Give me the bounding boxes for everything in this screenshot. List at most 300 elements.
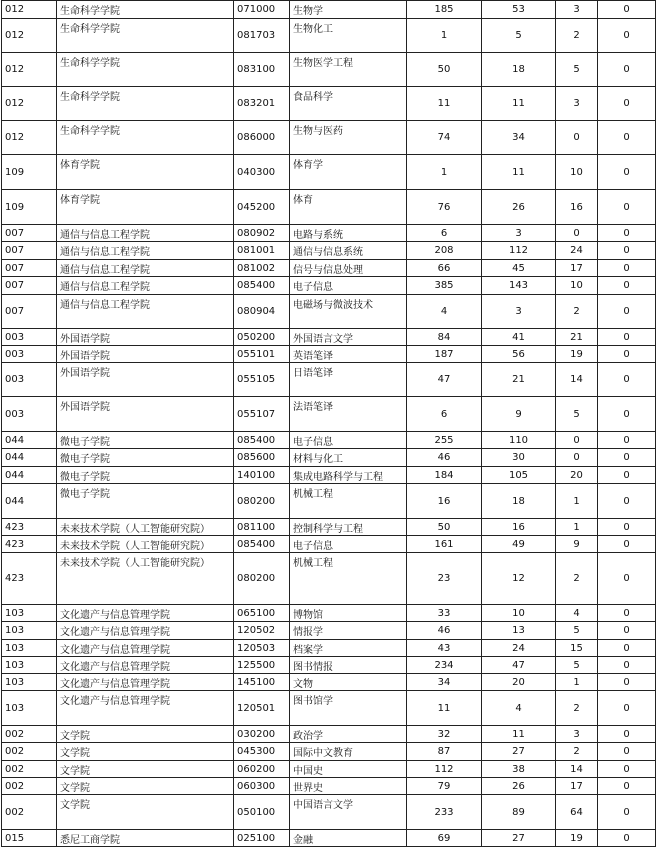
count-1-cell: 32 bbox=[407, 726, 482, 743]
table-row bbox=[2, 155, 656, 190]
college-name-cell: 微电子学院 bbox=[57, 432, 234, 449]
major-code-cell: 055105 bbox=[234, 363, 290, 397]
count-3-cell: 10 bbox=[556, 155, 598, 190]
major-code-cell: 083100 bbox=[234, 53, 290, 87]
college-code-cell: 007 bbox=[2, 295, 57, 329]
count-4-cell: 0 bbox=[598, 432, 656, 449]
table-row bbox=[2, 605, 656, 622]
count-2-cell: 11 bbox=[482, 87, 556, 121]
college-name-cell: 文学院 bbox=[57, 778, 234, 795]
count-2-cell: 16 bbox=[482, 519, 556, 536]
count-3-cell: 17 bbox=[556, 778, 598, 795]
college-code-cell: 012 bbox=[2, 87, 57, 121]
count-1-cell: 112 bbox=[407, 761, 482, 778]
college-code-cell: 002 bbox=[2, 743, 57, 761]
count-3-cell: 5 bbox=[556, 53, 598, 87]
table-row bbox=[2, 519, 656, 536]
major-name-cell: 中国语言文学 bbox=[290, 795, 407, 830]
college-code-cell: 012 bbox=[2, 121, 57, 155]
college-name-cell: 生命科学学院 bbox=[57, 1, 234, 19]
college-code-cell: 044 bbox=[2, 484, 57, 519]
college-name-cell: 文学院 bbox=[57, 743, 234, 761]
count-2-cell: 56 bbox=[482, 346, 556, 363]
major-code-cell: 080902 bbox=[234, 225, 290, 242]
major-code-cell: 065100 bbox=[234, 605, 290, 622]
college-name-cell: 文化遗产与信息管理学院 bbox=[57, 657, 234, 674]
college-name-cell: 体育学院 bbox=[57, 190, 234, 225]
count-3-cell: 2 bbox=[556, 553, 598, 605]
major-code-cell: 085400 bbox=[234, 432, 290, 449]
major-name-cell: 生物医学工程 bbox=[290, 53, 407, 87]
college-name-cell: 文化遗产与信息管理学院 bbox=[57, 674, 234, 691]
college-code-cell: 103 bbox=[2, 691, 57, 726]
college-name-cell: 外国语学院 bbox=[57, 329, 234, 346]
college-name-cell: 文学院 bbox=[57, 761, 234, 778]
college-name-cell: 通信与信息工程学院 bbox=[57, 225, 234, 242]
count-4-cell: 0 bbox=[598, 346, 656, 363]
major-name-cell: 电子信息 bbox=[290, 536, 407, 553]
count-4-cell: 0 bbox=[598, 761, 656, 778]
count-2-cell: 18 bbox=[482, 53, 556, 87]
count-2-cell: 34 bbox=[482, 121, 556, 155]
count-4-cell: 0 bbox=[598, 691, 656, 726]
count-2-cell: 110 bbox=[482, 432, 556, 449]
table-row bbox=[2, 553, 656, 605]
table-row bbox=[2, 726, 656, 743]
major-name-cell: 体育学 bbox=[290, 155, 407, 190]
table-row bbox=[2, 19, 656, 53]
college-code-cell: 003 bbox=[2, 397, 57, 432]
count-1-cell: 6 bbox=[407, 397, 482, 432]
table-row bbox=[2, 674, 656, 691]
table-row bbox=[2, 363, 656, 397]
major-name-cell: 集成电路科学与工程 bbox=[290, 467, 407, 484]
count-4-cell: 0 bbox=[598, 795, 656, 830]
count-2-cell: 38 bbox=[482, 761, 556, 778]
major-code-cell: 083201 bbox=[234, 87, 290, 121]
table-row bbox=[2, 484, 656, 519]
college-name-cell: 生命科学学院 bbox=[57, 87, 234, 121]
count-3-cell: 9 bbox=[556, 536, 598, 553]
count-3-cell: 16 bbox=[556, 190, 598, 225]
count-3-cell: 14 bbox=[556, 761, 598, 778]
count-4-cell: 0 bbox=[598, 363, 656, 397]
table-row bbox=[2, 761, 656, 778]
table-row bbox=[2, 329, 656, 346]
table-row bbox=[2, 467, 656, 484]
table-row bbox=[2, 778, 656, 795]
major-code-cell: 085400 bbox=[234, 536, 290, 553]
count-4-cell: 0 bbox=[598, 726, 656, 743]
major-name-cell: 国际中文教育 bbox=[290, 743, 407, 761]
table-row bbox=[2, 432, 656, 449]
college-name-cell: 生命科学学院 bbox=[57, 19, 234, 53]
count-1-cell: 46 bbox=[407, 622, 482, 640]
count-3-cell: 4 bbox=[556, 605, 598, 622]
count-3-cell: 64 bbox=[556, 795, 598, 830]
count-4-cell: 0 bbox=[598, 260, 656, 277]
table-row bbox=[2, 795, 656, 830]
count-2-cell: 26 bbox=[482, 190, 556, 225]
count-1-cell: 385 bbox=[407, 277, 482, 295]
table-row bbox=[2, 691, 656, 726]
major-name-cell: 体育 bbox=[290, 190, 407, 225]
count-2-cell: 47 bbox=[482, 657, 556, 674]
major-name-cell: 世界史 bbox=[290, 778, 407, 795]
count-4-cell: 0 bbox=[598, 19, 656, 53]
count-3-cell: 1 bbox=[556, 519, 598, 536]
count-4-cell: 0 bbox=[598, 519, 656, 536]
major-code-cell: 125500 bbox=[234, 657, 290, 674]
major-code-cell: 080200 bbox=[234, 484, 290, 519]
college-code-cell: 015 bbox=[2, 830, 57, 847]
count-2-cell: 27 bbox=[482, 743, 556, 761]
major-name-cell: 文物 bbox=[290, 674, 407, 691]
major-code-cell: 040300 bbox=[234, 155, 290, 190]
college-name-cell: 文化遗产与信息管理学院 bbox=[57, 691, 234, 726]
table-row bbox=[2, 397, 656, 432]
table-row bbox=[2, 190, 656, 225]
table-row bbox=[2, 346, 656, 363]
count-1-cell: 50 bbox=[407, 519, 482, 536]
college-name-cell: 外国语学院 bbox=[57, 363, 234, 397]
count-3-cell: 10 bbox=[556, 277, 598, 295]
count-1-cell: 6 bbox=[407, 225, 482, 242]
college-code-cell: 002 bbox=[2, 761, 57, 778]
college-code-cell: 044 bbox=[2, 432, 57, 449]
college-code-cell: 012 bbox=[2, 19, 57, 53]
count-2-cell: 26 bbox=[482, 778, 556, 795]
count-4-cell: 0 bbox=[598, 295, 656, 329]
college-code-cell: 007 bbox=[2, 225, 57, 242]
major-name-cell: 中国史 bbox=[290, 761, 407, 778]
count-4-cell: 0 bbox=[598, 449, 656, 467]
count-1-cell: 11 bbox=[407, 87, 482, 121]
major-code-cell: 030200 bbox=[234, 726, 290, 743]
college-name-cell: 外国语学院 bbox=[57, 397, 234, 432]
count-2-cell: 45 bbox=[482, 260, 556, 277]
college-name-cell: 生命科学学院 bbox=[57, 121, 234, 155]
count-4-cell: 0 bbox=[598, 121, 656, 155]
major-code-cell: 081002 bbox=[234, 260, 290, 277]
major-name-cell: 外国语言文学 bbox=[290, 329, 407, 346]
major-code-cell: 120502 bbox=[234, 622, 290, 640]
major-name-cell: 情报学 bbox=[290, 622, 407, 640]
count-3-cell: 24 bbox=[556, 242, 598, 260]
college-code-cell: 002 bbox=[2, 726, 57, 743]
count-4-cell: 0 bbox=[598, 640, 656, 657]
major-name-cell: 金融 bbox=[290, 830, 407, 847]
count-4-cell: 0 bbox=[598, 87, 656, 121]
college-name-cell: 文学院 bbox=[57, 726, 234, 743]
count-2-cell: 53 bbox=[482, 1, 556, 19]
count-2-cell: 4 bbox=[482, 691, 556, 726]
college-code-cell: 003 bbox=[2, 363, 57, 397]
college-name-cell: 生命科学学院 bbox=[57, 53, 234, 87]
college-code-cell: 002 bbox=[2, 795, 57, 830]
count-4-cell: 0 bbox=[598, 553, 656, 605]
table-row bbox=[2, 121, 656, 155]
major-code-cell: 081001 bbox=[234, 242, 290, 260]
table-row bbox=[2, 657, 656, 674]
table-row bbox=[2, 242, 656, 260]
college-code-cell: 007 bbox=[2, 242, 57, 260]
count-2-cell: 11 bbox=[482, 726, 556, 743]
count-3-cell: 20 bbox=[556, 467, 598, 484]
college-code-cell: 103 bbox=[2, 640, 57, 657]
count-4-cell: 0 bbox=[598, 674, 656, 691]
major-code-cell: 055101 bbox=[234, 346, 290, 363]
major-code-cell: 081703 bbox=[234, 19, 290, 53]
major-code-cell: 060200 bbox=[234, 761, 290, 778]
count-4-cell: 0 bbox=[598, 467, 656, 484]
table-row bbox=[2, 743, 656, 761]
count-1-cell: 34 bbox=[407, 674, 482, 691]
major-code-cell: 080200 bbox=[234, 553, 290, 605]
major-code-cell: 045200 bbox=[234, 190, 290, 225]
major-name-cell: 机械工程 bbox=[290, 553, 407, 605]
college-name-cell: 微电子学院 bbox=[57, 449, 234, 467]
count-1-cell: 76 bbox=[407, 190, 482, 225]
major-name-cell: 食品科学 bbox=[290, 87, 407, 121]
count-1-cell: 187 bbox=[407, 346, 482, 363]
count-3-cell: 21 bbox=[556, 329, 598, 346]
count-2-cell: 112 bbox=[482, 242, 556, 260]
count-2-cell: 143 bbox=[482, 277, 556, 295]
count-1-cell: 1 bbox=[407, 19, 482, 53]
count-3-cell: 3 bbox=[556, 726, 598, 743]
major-name-cell: 通信与信息系统 bbox=[290, 242, 407, 260]
count-3-cell: 1 bbox=[556, 674, 598, 691]
college-name-cell: 文化遗产与信息管理学院 bbox=[57, 640, 234, 657]
college-code-cell: 003 bbox=[2, 329, 57, 346]
table-row bbox=[2, 830, 656, 847]
college-name-cell: 未来技术学院（人工智能研究院） bbox=[57, 536, 234, 553]
count-4-cell: 0 bbox=[598, 622, 656, 640]
college-name-cell: 未来技术学院（人工智能研究院） bbox=[57, 553, 234, 605]
count-3-cell: 2 bbox=[556, 743, 598, 761]
table-row bbox=[2, 640, 656, 657]
count-3-cell: 14 bbox=[556, 363, 598, 397]
major-name-cell: 日语笔译 bbox=[290, 363, 407, 397]
college-code-cell: 003 bbox=[2, 346, 57, 363]
major-code-cell: 050200 bbox=[234, 329, 290, 346]
count-4-cell: 0 bbox=[598, 155, 656, 190]
major-name-cell: 机械工程 bbox=[290, 484, 407, 519]
major-code-cell: 080904 bbox=[234, 295, 290, 329]
college-code-cell: 103 bbox=[2, 622, 57, 640]
major-code-cell: 025100 bbox=[234, 830, 290, 847]
count-1-cell: 234 bbox=[407, 657, 482, 674]
count-3-cell: 0 bbox=[556, 225, 598, 242]
major-code-cell: 140100 bbox=[234, 467, 290, 484]
table-row bbox=[2, 449, 656, 467]
college-name-cell: 微电子学院 bbox=[57, 484, 234, 519]
table-row bbox=[2, 536, 656, 553]
major-code-cell: 086000 bbox=[234, 121, 290, 155]
major-code-cell: 145100 bbox=[234, 674, 290, 691]
count-1-cell: 161 bbox=[407, 536, 482, 553]
college-name-cell: 文化遗产与信息管理学院 bbox=[57, 605, 234, 622]
college-name-cell: 通信与信息工程学院 bbox=[57, 260, 234, 277]
count-3-cell: 0 bbox=[556, 432, 598, 449]
count-2-cell: 3 bbox=[482, 295, 556, 329]
count-2-cell: 20 bbox=[482, 674, 556, 691]
college-code-cell: 103 bbox=[2, 674, 57, 691]
college-name-cell: 体育学院 bbox=[57, 155, 234, 190]
count-1-cell: 1 bbox=[407, 155, 482, 190]
count-1-cell: 23 bbox=[407, 553, 482, 605]
table-row bbox=[2, 53, 656, 87]
major-name-cell: 英语笔译 bbox=[290, 346, 407, 363]
count-1-cell: 184 bbox=[407, 467, 482, 484]
count-2-cell: 89 bbox=[482, 795, 556, 830]
major-name-cell: 档案学 bbox=[290, 640, 407, 657]
count-3-cell: 19 bbox=[556, 830, 598, 847]
count-3-cell: 0 bbox=[556, 121, 598, 155]
count-2-cell: 105 bbox=[482, 467, 556, 484]
major-code-cell: 055107 bbox=[234, 397, 290, 432]
count-1-cell: 16 bbox=[407, 484, 482, 519]
count-1-cell: 69 bbox=[407, 830, 482, 847]
count-3-cell: 2 bbox=[556, 691, 598, 726]
count-1-cell: 185 bbox=[407, 1, 482, 19]
major-name-cell: 电磁场与微波技术 bbox=[290, 295, 407, 329]
major-name-cell: 控制科学与工程 bbox=[290, 519, 407, 536]
college-name-cell: 通信与信息工程学院 bbox=[57, 295, 234, 329]
major-name-cell: 博物馆 bbox=[290, 605, 407, 622]
count-3-cell: 3 bbox=[556, 1, 598, 19]
table-row bbox=[2, 295, 656, 329]
count-2-cell: 41 bbox=[482, 329, 556, 346]
college-code-cell: 103 bbox=[2, 605, 57, 622]
count-4-cell: 0 bbox=[598, 536, 656, 553]
table-body bbox=[2, 1, 656, 847]
count-1-cell: 84 bbox=[407, 329, 482, 346]
count-4-cell: 0 bbox=[598, 1, 656, 19]
table-row bbox=[2, 87, 656, 121]
count-1-cell: 79 bbox=[407, 778, 482, 795]
count-3-cell: 0 bbox=[556, 449, 598, 467]
major-name-cell: 政治学 bbox=[290, 726, 407, 743]
major-name-cell: 图书馆学 bbox=[290, 691, 407, 726]
count-4-cell: 0 bbox=[598, 743, 656, 761]
count-2-cell: 9 bbox=[482, 397, 556, 432]
admissions-table bbox=[1, 0, 656, 847]
count-1-cell: 233 bbox=[407, 795, 482, 830]
major-code-cell: 071000 bbox=[234, 1, 290, 19]
major-name-cell: 法语笔译 bbox=[290, 397, 407, 432]
count-2-cell: 10 bbox=[482, 605, 556, 622]
count-1-cell: 50 bbox=[407, 53, 482, 87]
count-1-cell: 66 bbox=[407, 260, 482, 277]
college-name-cell: 文学院 bbox=[57, 795, 234, 830]
count-1-cell: 4 bbox=[407, 295, 482, 329]
major-code-cell: 060300 bbox=[234, 778, 290, 795]
count-3-cell: 3 bbox=[556, 87, 598, 121]
count-2-cell: 11 bbox=[482, 155, 556, 190]
college-code-cell: 012 bbox=[2, 1, 57, 19]
major-code-cell: 045300 bbox=[234, 743, 290, 761]
count-3-cell: 5 bbox=[556, 622, 598, 640]
college-code-cell: 423 bbox=[2, 519, 57, 536]
count-2-cell: 21 bbox=[482, 363, 556, 397]
college-code-cell: 044 bbox=[2, 467, 57, 484]
count-2-cell: 49 bbox=[482, 536, 556, 553]
table-row bbox=[2, 622, 656, 640]
count-4-cell: 0 bbox=[598, 329, 656, 346]
count-4-cell: 0 bbox=[598, 605, 656, 622]
table-row bbox=[2, 1, 656, 19]
count-4-cell: 0 bbox=[598, 830, 656, 847]
count-2-cell: 12 bbox=[482, 553, 556, 605]
count-1-cell: 47 bbox=[407, 363, 482, 397]
college-name-cell: 通信与信息工程学院 bbox=[57, 242, 234, 260]
college-name-cell: 悉尼工商学院 bbox=[57, 830, 234, 847]
college-name-cell: 通信与信息工程学院 bbox=[57, 277, 234, 295]
count-4-cell: 0 bbox=[598, 242, 656, 260]
count-1-cell: 43 bbox=[407, 640, 482, 657]
count-1-cell: 46 bbox=[407, 449, 482, 467]
count-3-cell: 19 bbox=[556, 346, 598, 363]
count-4-cell: 0 bbox=[598, 225, 656, 242]
college-code-cell: 423 bbox=[2, 553, 57, 605]
college-code-cell: 007 bbox=[2, 260, 57, 277]
count-2-cell: 13 bbox=[482, 622, 556, 640]
major-name-cell: 信号与信息处理 bbox=[290, 260, 407, 277]
table-row bbox=[2, 277, 656, 295]
major-name-cell: 生物化工 bbox=[290, 19, 407, 53]
major-name-cell: 生物与医药 bbox=[290, 121, 407, 155]
count-1-cell: 11 bbox=[407, 691, 482, 726]
college-code-cell: 044 bbox=[2, 449, 57, 467]
major-name-cell: 电子信息 bbox=[290, 277, 407, 295]
count-2-cell: 5 bbox=[482, 19, 556, 53]
college-code-cell: 423 bbox=[2, 536, 57, 553]
major-name-cell: 材料与化工 bbox=[290, 449, 407, 467]
major-name-cell: 图书情报 bbox=[290, 657, 407, 674]
count-4-cell: 0 bbox=[598, 53, 656, 87]
major-code-cell: 050100 bbox=[234, 795, 290, 830]
college-name-cell: 外国语学院 bbox=[57, 346, 234, 363]
college-code-cell: 103 bbox=[2, 657, 57, 674]
table-row bbox=[2, 225, 656, 242]
table-row bbox=[2, 260, 656, 277]
count-4-cell: 0 bbox=[598, 484, 656, 519]
major-code-cell: 120501 bbox=[234, 691, 290, 726]
major-code-cell: 120503 bbox=[234, 640, 290, 657]
count-2-cell: 24 bbox=[482, 640, 556, 657]
count-1-cell: 208 bbox=[407, 242, 482, 260]
college-code-cell: 109 bbox=[2, 155, 57, 190]
college-code-cell: 007 bbox=[2, 277, 57, 295]
count-3-cell: 2 bbox=[556, 19, 598, 53]
major-code-cell: 085400 bbox=[234, 277, 290, 295]
count-2-cell: 30 bbox=[482, 449, 556, 467]
count-1-cell: 255 bbox=[407, 432, 482, 449]
count-3-cell: 5 bbox=[556, 397, 598, 432]
count-4-cell: 0 bbox=[598, 190, 656, 225]
count-4-cell: 0 bbox=[598, 397, 656, 432]
count-1-cell: 33 bbox=[407, 605, 482, 622]
count-3-cell: 2 bbox=[556, 295, 598, 329]
college-name-cell: 微电子学院 bbox=[57, 467, 234, 484]
college-name-cell: 未来技术学院（人工智能研究院） bbox=[57, 519, 234, 536]
count-2-cell: 18 bbox=[482, 484, 556, 519]
major-code-cell: 081100 bbox=[234, 519, 290, 536]
college-name-cell: 文化遗产与信息管理学院 bbox=[57, 622, 234, 640]
major-name-cell: 生物学 bbox=[290, 1, 407, 19]
